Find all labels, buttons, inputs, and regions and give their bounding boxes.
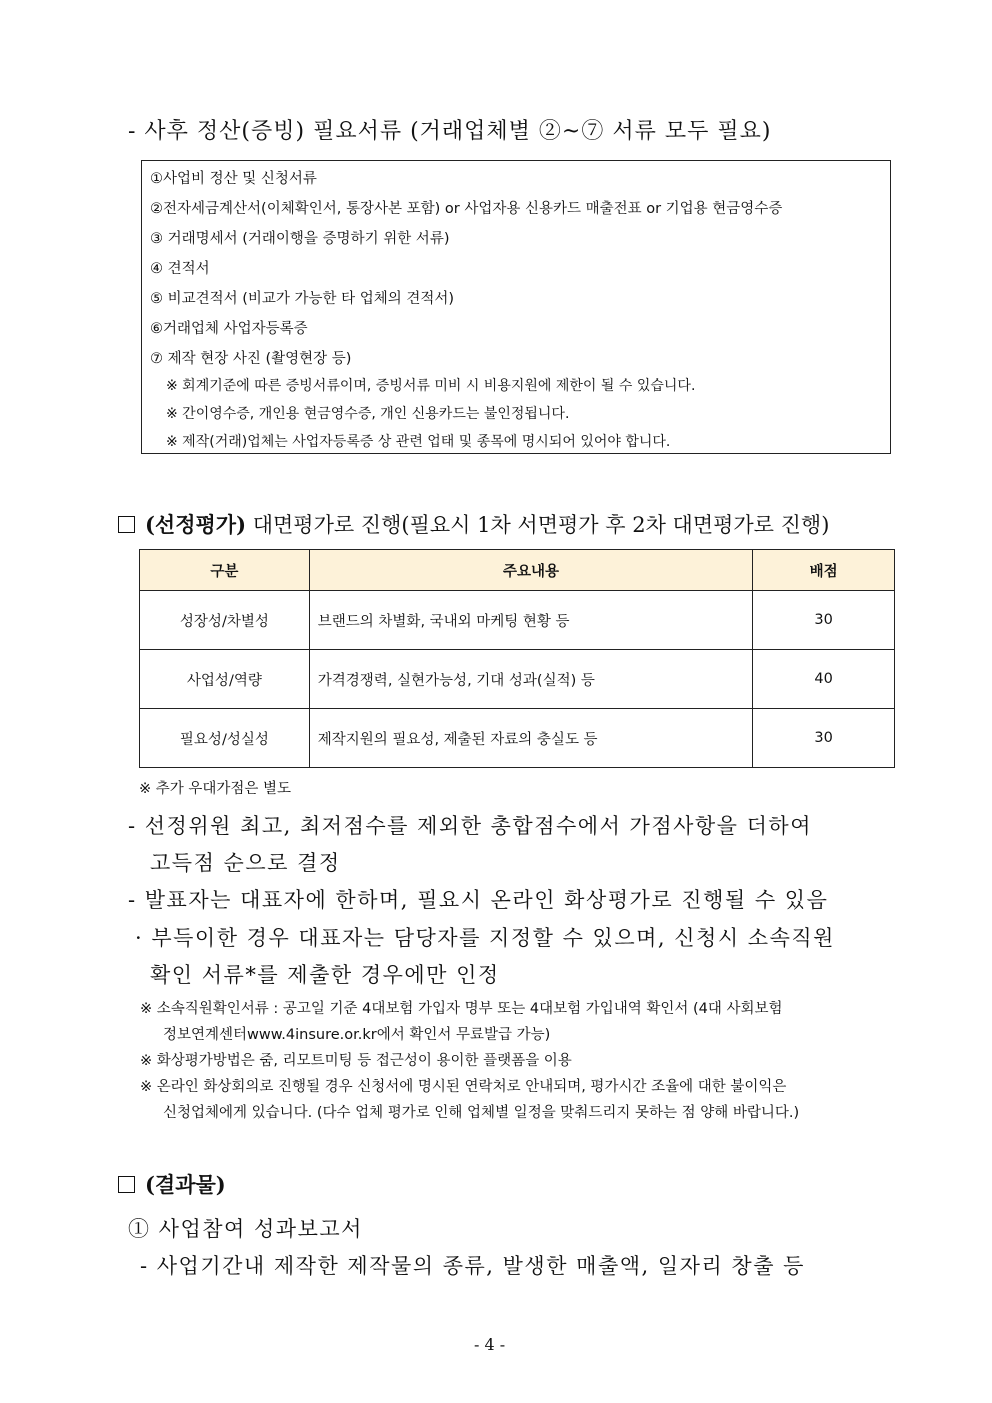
table-row (140, 650, 895, 709)
evaluation-note: ※ 화상평가방법은 줌, 리모트미팅 등 접근성이 용이한 플랫폼을 이용 (140, 1053, 572, 1069)
table-row (140, 709, 895, 768)
results-detail: - 사업기간내 제작한 제작물의 종류, 발생한 매출액, 일자리 창출 등 (140, 1254, 805, 1278)
settlement-note: ※ 제작(거래)업체는 사업자등록증 상 관련 업태 및 종목에 명시되어 있어야 합니다. (166, 434, 671, 450)
table-cell: 브랜드의 차별화, 국내외 마케팅 현황 등 (309, 591, 752, 650)
settlement-item: ②전자세금계산서(이체확인서, 통장사본 포함) or 사업자용 신용카드 매출전표 or 기업용 현금영수증 (150, 201, 783, 217)
evaluation-note: ※ 온라인 화상회의로 진행될 경우 신청서에 명시된 연락처로 안내되며, 평가시간 조율에 대한 불이익은 (140, 1079, 787, 1095)
evaluation-line: - 선정위원 최고, 최저점수를 제외한 총합점수에서 가점사항을 더하여 (128, 814, 813, 838)
settlement-heading: - 사후 정산(증빙) 필요서류 (거래업체별 ②~⑦ 서류 모두 필요) (128, 119, 772, 144)
evaluation-line: · 부득이한 경우 대표자는 담당자를 지정할 수 있으며, 신청시 소속직원 (135, 926, 835, 950)
results-item: ① 사업참여 성과보고서 (128, 1217, 363, 1241)
table-cell: 30 (753, 591, 895, 650)
table-header: 구분 (140, 550, 310, 591)
table-header: 배점 (753, 550, 895, 591)
table-cell: 사업성/역량 (140, 650, 310, 709)
table-cell: 제작지원의 필요성, 제출된 자료의 충실도 등 (309, 709, 752, 768)
settlement-item: ⑦ 제작 현장 사진 (촬영현장 등) (150, 351, 352, 367)
evaluation-line: - 발표자는 대표자에 한하며, 필요시 온라인 화상평가로 진행될 수 있음 (128, 888, 829, 912)
settlement-item: ⑤ 비교견적서 (비교가 가능한 타 업체의 견적서) (150, 291, 455, 307)
checkbox-square-icon (118, 1176, 135, 1193)
evaluation-line: 확인 서류*를 제출한 경우에만 인정 (150, 963, 500, 987)
table-header: 주요내용 (309, 550, 752, 591)
settlement-item: ①사업비 정산 및 신청서류 (150, 171, 317, 187)
table-cell: 성장성/차별성 (140, 591, 310, 650)
settlement-item: ④ 견적서 (150, 261, 210, 277)
table-note: ※ 추가 우대가점은 별도 (139, 781, 292, 797)
table-header-row (140, 550, 895, 591)
settlement-documents-box (141, 160, 891, 454)
table-cell: 가격경쟁력, 실현가능성, 기대 성과(실적) 등 (309, 650, 752, 709)
table-row (140, 591, 895, 650)
evaluation-section-title (118, 509, 829, 539)
evaluation-note: 정보연계센터www.4insure.or.kr에서 확인서 무료발급 가능) (163, 1027, 551, 1043)
table-cell: 30 (753, 709, 895, 768)
settlement-note: ※ 회계기준에 따른 증빙서류이며, 증빙서류 미비 시 비용지원에 제한이 될 수 있습니다. (166, 378, 696, 394)
evaluation-note: ※ 소속직원확인서류 : 공고일 기준 4대보험 가입자 명부 또는 4대보험 가입내역 확인서 (4대 사회보험 (140, 1001, 783, 1017)
evaluation-title-bold: (선정평가) (145, 512, 247, 537)
checkbox-square-icon (118, 516, 135, 533)
results-title-bold: (결과물) (145, 1172, 226, 1197)
settlement-note: ※ 간이영수증, 개인용 현금영수증, 개인 신용카드는 불인정됩니다. (166, 406, 570, 422)
evaluation-table (139, 549, 895, 768)
page-number: - 4 - (474, 1335, 506, 1354)
table-cell: 필요성/성실성 (140, 709, 310, 768)
evaluation-note: 신청업체에게 있습니다. (다수 업체 평가로 인해 업체별 일정을 맞춰드리지 못하는 점 양해 바랍니다.) (163, 1105, 800, 1121)
settlement-item: ③ 거래명세서 (거래이행을 증명하기 위한 서류) (150, 231, 450, 247)
table-cell: 40 (753, 650, 895, 709)
results-section-title (118, 1169, 226, 1199)
evaluation-title-text: 대면평가로 진행(필요시 1차 서면평가 후 2차 대면평가로 진행) (246, 513, 830, 537)
settlement-item: ⑥거래업체 사업자등록증 (150, 321, 308, 337)
evaluation-line: 고득점 순으로 결정 (150, 851, 341, 875)
